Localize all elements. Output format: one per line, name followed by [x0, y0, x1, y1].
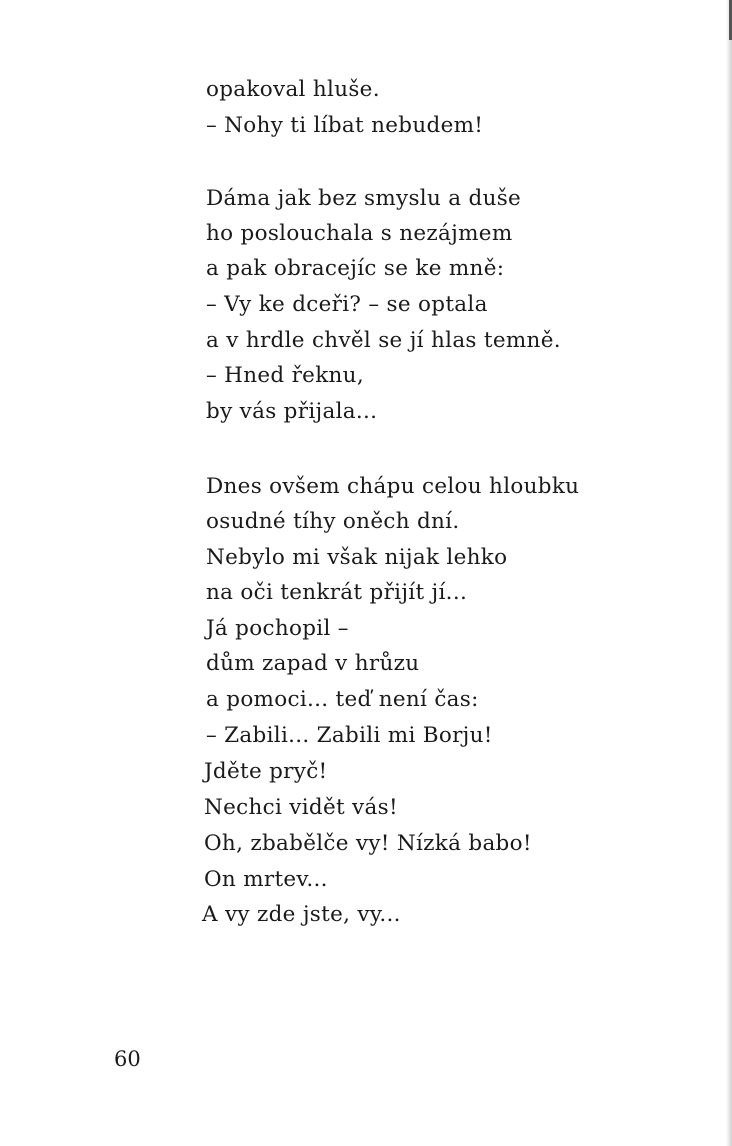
page-number: 60 — [114, 1047, 141, 1071]
poem-line: opakoval hluše. — [206, 77, 380, 102]
poem-line: – Zabili... Zabili mi Borju! — [206, 723, 493, 748]
poem-line: Nebylo mi však nijak lehko — [206, 545, 508, 570]
poem-line: On mrtev... — [204, 867, 328, 892]
poem-line: A vy zde jste, vy... — [202, 902, 401, 927]
poem-line: a pak obracejíc se ke mně: — [206, 256, 505, 281]
poem-line: a v hrdle chvěl se jí hlas temně. — [206, 328, 561, 353]
poem-line: Nechci vidět vás! — [204, 795, 398, 820]
poem-line: a pomoci... teď není čas: — [206, 687, 479, 712]
poem-line: by vás přijala... — [206, 399, 378, 424]
poem-line: ho poslouchala s nezájmem — [206, 221, 513, 246]
poem-line: Dáma jak bez smyslu a duše — [206, 186, 522, 211]
poem-line: Dnes ovšem chápu celou hloubku — [206, 474, 580, 499]
poem-line: na oči tenkrát přijít jí... — [206, 580, 468, 605]
poem-line: Jděte pryč! — [204, 759, 328, 784]
page-edge-shadow — [726, 0, 732, 1146]
poem-line: Já pochopil – — [206, 616, 349, 641]
poem-line: – Vy ke dceři? – se optala — [206, 292, 488, 317]
poem-line: – Nohy ti líbat nebudem! — [206, 113, 484, 138]
poem-line: – Hned řeknu, — [206, 363, 364, 388]
poem-line: dům zapad v hrůzu — [206, 651, 420, 676]
poem-line: Oh, zbabělče vy! Nízká babo! — [204, 831, 532, 856]
poem-line: osudné tíhy oněch dní. — [206, 509, 460, 534]
